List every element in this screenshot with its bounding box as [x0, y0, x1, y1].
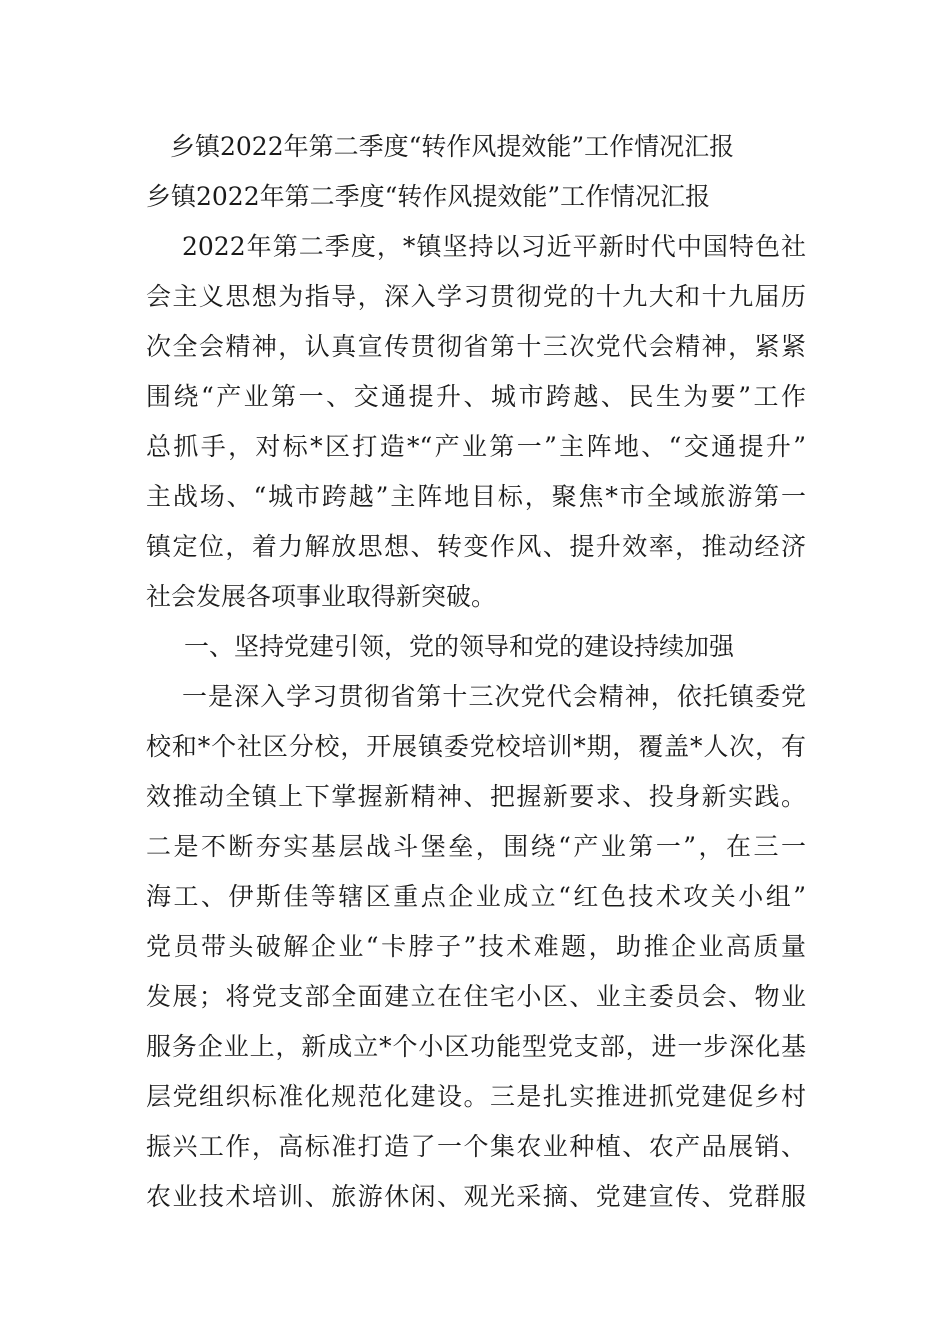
paragraph-line: 社会发展各项事业取得新突破。 — [146, 582, 497, 611]
paragraph-line: 镇定位，着力解放思想、转变作风、提升效率，推动经济 — [146, 532, 806, 561]
paragraph-line: 党员带头破解企业“卡脖子”技术难题，助推企业高质量 — [146, 932, 806, 961]
paragraph-line: 发展；将党支部全面建立在住宅小区、业主委员会、物业 — [146, 982, 806, 1011]
paragraph-line: 2022年第二季度，*镇坚持以习近平新时代中国特色社 — [182, 232, 806, 261]
paragraph-line: 振兴工作，高标准打造了一个集农业种植、农产品展销、 — [146, 1132, 806, 1161]
paragraph-line: 效推动全镇上下掌握新精神、把握新要求、投身新实践。 — [146, 782, 806, 811]
paragraph-line: 次全会精神，认真宣传贯彻省第十三次党代会精神，紧紧 — [146, 332, 806, 361]
paragraph-line: 校和*个社区分校，开展镇委党校培训*期，覆盖*人次，有 — [146, 732, 806, 761]
section-heading: 一、坚持党建引领，党的领导和党的建设持续加强 — [184, 632, 735, 661]
document-subtitle: 乡镇2022年第二季度“转作风提效能”工作情况汇报 — [146, 182, 711, 211]
paragraph-line: 主战场、“城市跨越”主阵地目标，聚焦*市全域旅游第一 — [146, 482, 806, 511]
document-title: 乡镇2022年第二季度“转作风提效能”工作情况汇报 — [170, 132, 735, 161]
section-paragraph — [146, 672, 806, 1222]
paragraph-line: 会主义思想为指导，深入学习贯彻党的十九大和十九届历 — [146, 282, 806, 311]
paragraph-line: 层党组织标准化规范化建设。三是扎实推进抓党建促乡村 — [146, 1082, 806, 1111]
paragraph-line: 农业技术培训、旅游休闲、观光采摘、党建宣传、党群服 — [146, 1182, 806, 1211]
intro-paragraph — [146, 222, 806, 622]
paragraph-line: 总抓手，对标*区打造*“产业第一”主阵地、“交通提升” — [146, 432, 806, 461]
paragraph-line: 一是深入学习贯彻省第十三次党代会精神，依托镇委党 — [182, 682, 806, 711]
document-page — [146, 122, 806, 1222]
paragraph-line: 海工、伊斯佳等辖区重点企业成立“红色技术攻关小组” — [146, 882, 806, 911]
paragraph-line: 二是不断夯实基层战斗堡垒，围绕“产业第一”，在三一 — [146, 832, 806, 861]
paragraph-line: 围绕“产业第一、交通提升、城市跨越、民生为要”工作 — [146, 382, 806, 411]
paragraph-line: 服务企业上，新成立*个小区功能型党支部，进一步深化基 — [146, 1032, 806, 1061]
